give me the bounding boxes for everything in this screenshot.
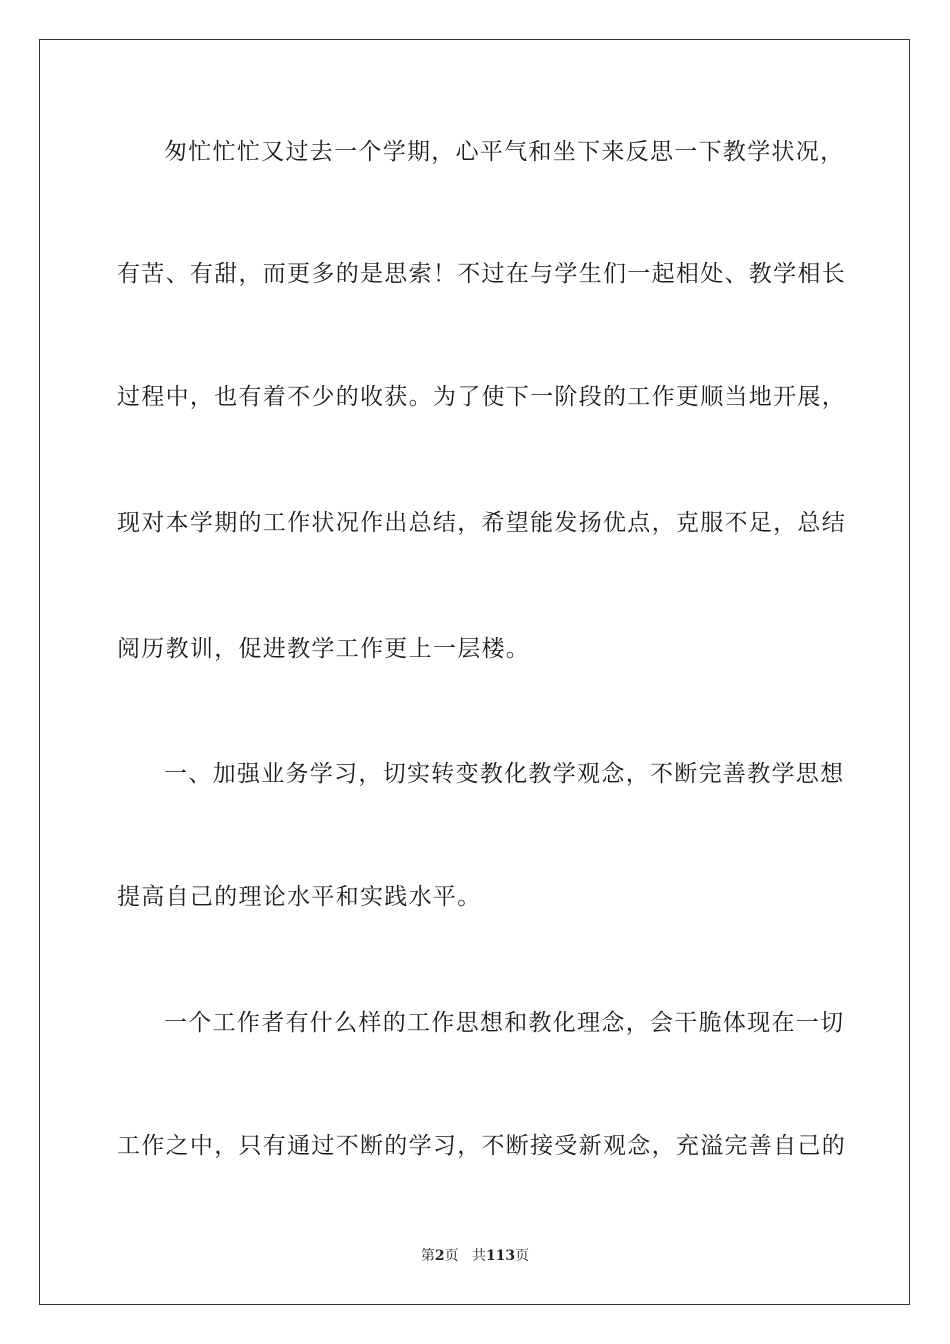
page-number: 2 bbox=[434, 1248, 445, 1264]
paragraph-line: 匆忙忙忙又过去一个学期，心平气和坐下来反思一下教学状况， bbox=[164, 139, 845, 165]
total-prefix: 共 bbox=[471, 1248, 486, 1264]
section-heading-line: 提高自己的理论水平和实践水平。 bbox=[117, 884, 482, 910]
paragraph-line: 阅历教训，促进教学工作更上一层楼。 bbox=[117, 636, 531, 662]
total-pages: 113 bbox=[485, 1248, 516, 1264]
page-prefix: 第 bbox=[420, 1248, 435, 1264]
paragraph-line: 现对本学期的工作状况作出总结，希望能发扬优点，克服不足，总结 bbox=[117, 510, 846, 536]
paragraph-line: 一个工作者有什么样的工作思想和教化理念，会干脆体现在一切 bbox=[164, 1010, 845, 1036]
paragraph-line: 工作之中，只有通过不断的学习，不断接受新观念，充溢完善自己的 bbox=[117, 1133, 846, 1159]
paragraph-line: 有苦、有甜，而更多的是思索！不过在与学生们一起相处、教学相长 bbox=[117, 261, 846, 287]
total-suffix: 页 bbox=[515, 1248, 530, 1264]
section-heading-line: 一、加强业务学习，切实转变教化教学观念，不断完善教学思想 bbox=[164, 761, 845, 787]
page-footer bbox=[0, 1247, 950, 1265]
paragraph-line: 过程中，也有着不少的收获。为了使下一阶段的工作更顺当地开展， bbox=[117, 384, 846, 410]
page-border bbox=[39, 39, 910, 1305]
page-suffix: 页 bbox=[444, 1248, 459, 1264]
